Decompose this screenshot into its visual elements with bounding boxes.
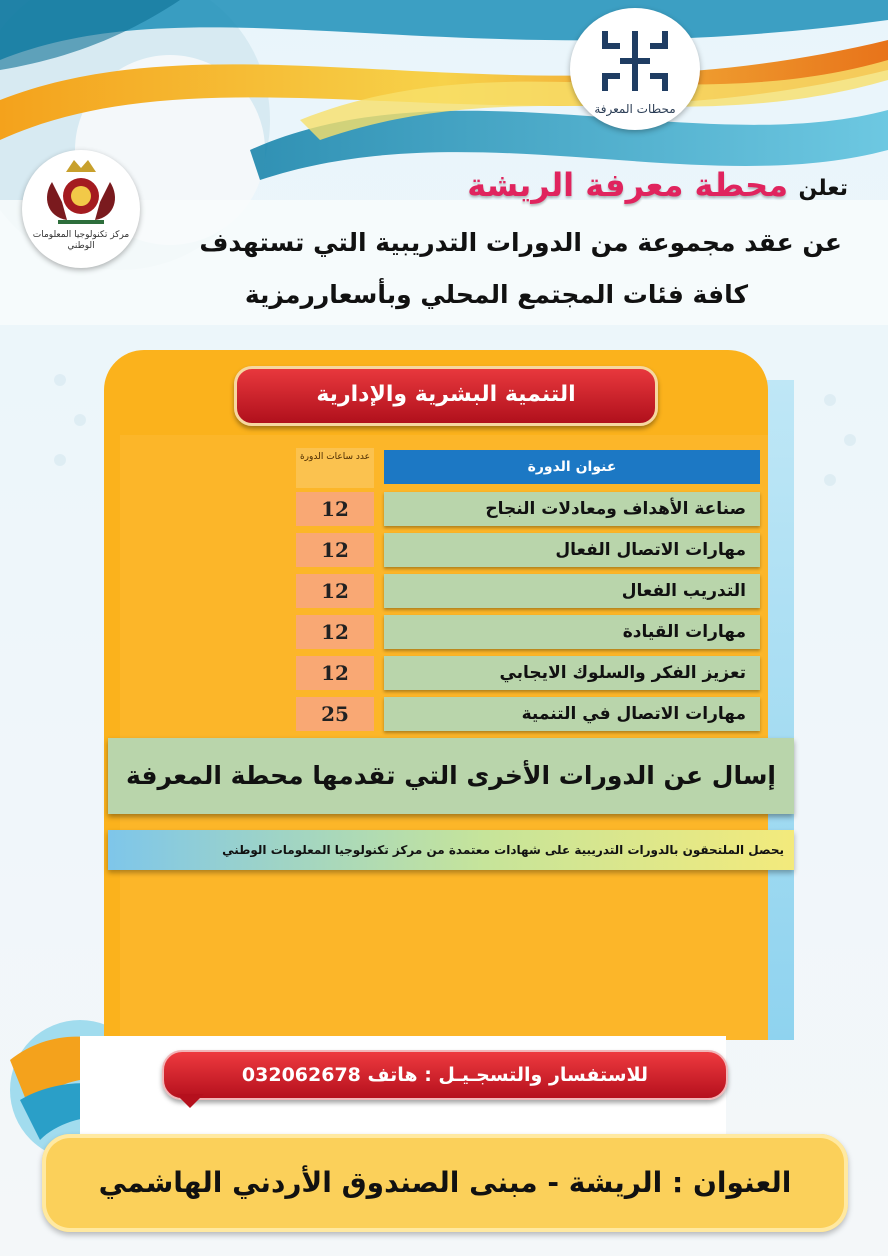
- course-row-title: صناعة الأهداف ومعادلات النجاح: [384, 492, 760, 526]
- column-header-title: عنوان الدورة: [384, 450, 760, 484]
- course-row-hours: 12: [296, 492, 374, 526]
- announce-text: تعلن: [798, 176, 848, 201]
- category-title: التنمية البشرية والإدارية: [234, 366, 658, 426]
- header-line-3: كافة فئات المجتمع المحلي وبأسعاررمزية: [244, 280, 748, 309]
- course-row-hours: 12: [296, 656, 374, 690]
- course-row-title: التدريب الفعال: [384, 574, 760, 608]
- contact-phone: للاستفسار والتسجـيـل : هاتف 032062678: [162, 1050, 728, 1100]
- contact-pill-tail: [176, 1094, 204, 1108]
- course-row-title: مهارات الاتصال الفعال: [384, 533, 760, 567]
- station-logo-icon: [600, 26, 670, 96]
- emblem-label: مركز تكنولوجيا المعلومات الوطني: [32, 230, 130, 251]
- course-row-hours: 25: [296, 697, 374, 731]
- header-line-2: عن عقد مجموعة من الدورات التدريبية التي تستهدف: [199, 228, 842, 257]
- panel-edge: [764, 380, 794, 1040]
- station-logo-label: محطات المعرفة: [594, 102, 676, 116]
- address-box: العنوان : الريشة - مبنى الصندوق الأردني الهاشمي: [42, 1134, 848, 1232]
- station-name: محطة معرفة الريشة: [467, 166, 788, 204]
- course-row-title: تعزيز الفكر والسلوك الايجابي: [384, 656, 760, 690]
- course-row-title: مهارات القيادة: [384, 615, 760, 649]
- ask-about-courses: إسال عن الدورات الأخرى التي تقدمها محطة المعرفة: [108, 738, 794, 814]
- station-logo: [570, 8, 700, 130]
- course-row-hours: 12: [296, 533, 374, 567]
- course-row-title: مهارات الاتصال في التنمية: [384, 697, 760, 731]
- course-row-hours: 12: [296, 574, 374, 608]
- crown-emblem-icon: [22, 152, 140, 232]
- course-row-hours: 12: [296, 615, 374, 649]
- column-header-hours: عدد ساعات الدورة: [296, 448, 374, 488]
- certificate-note: يحصل الملتحقون بالدورات التدريبية على شهادات معتمدة من مركز تكنولوجيا المعلومات الوطني: [108, 830, 794, 870]
- national-emblem: [22, 150, 140, 268]
